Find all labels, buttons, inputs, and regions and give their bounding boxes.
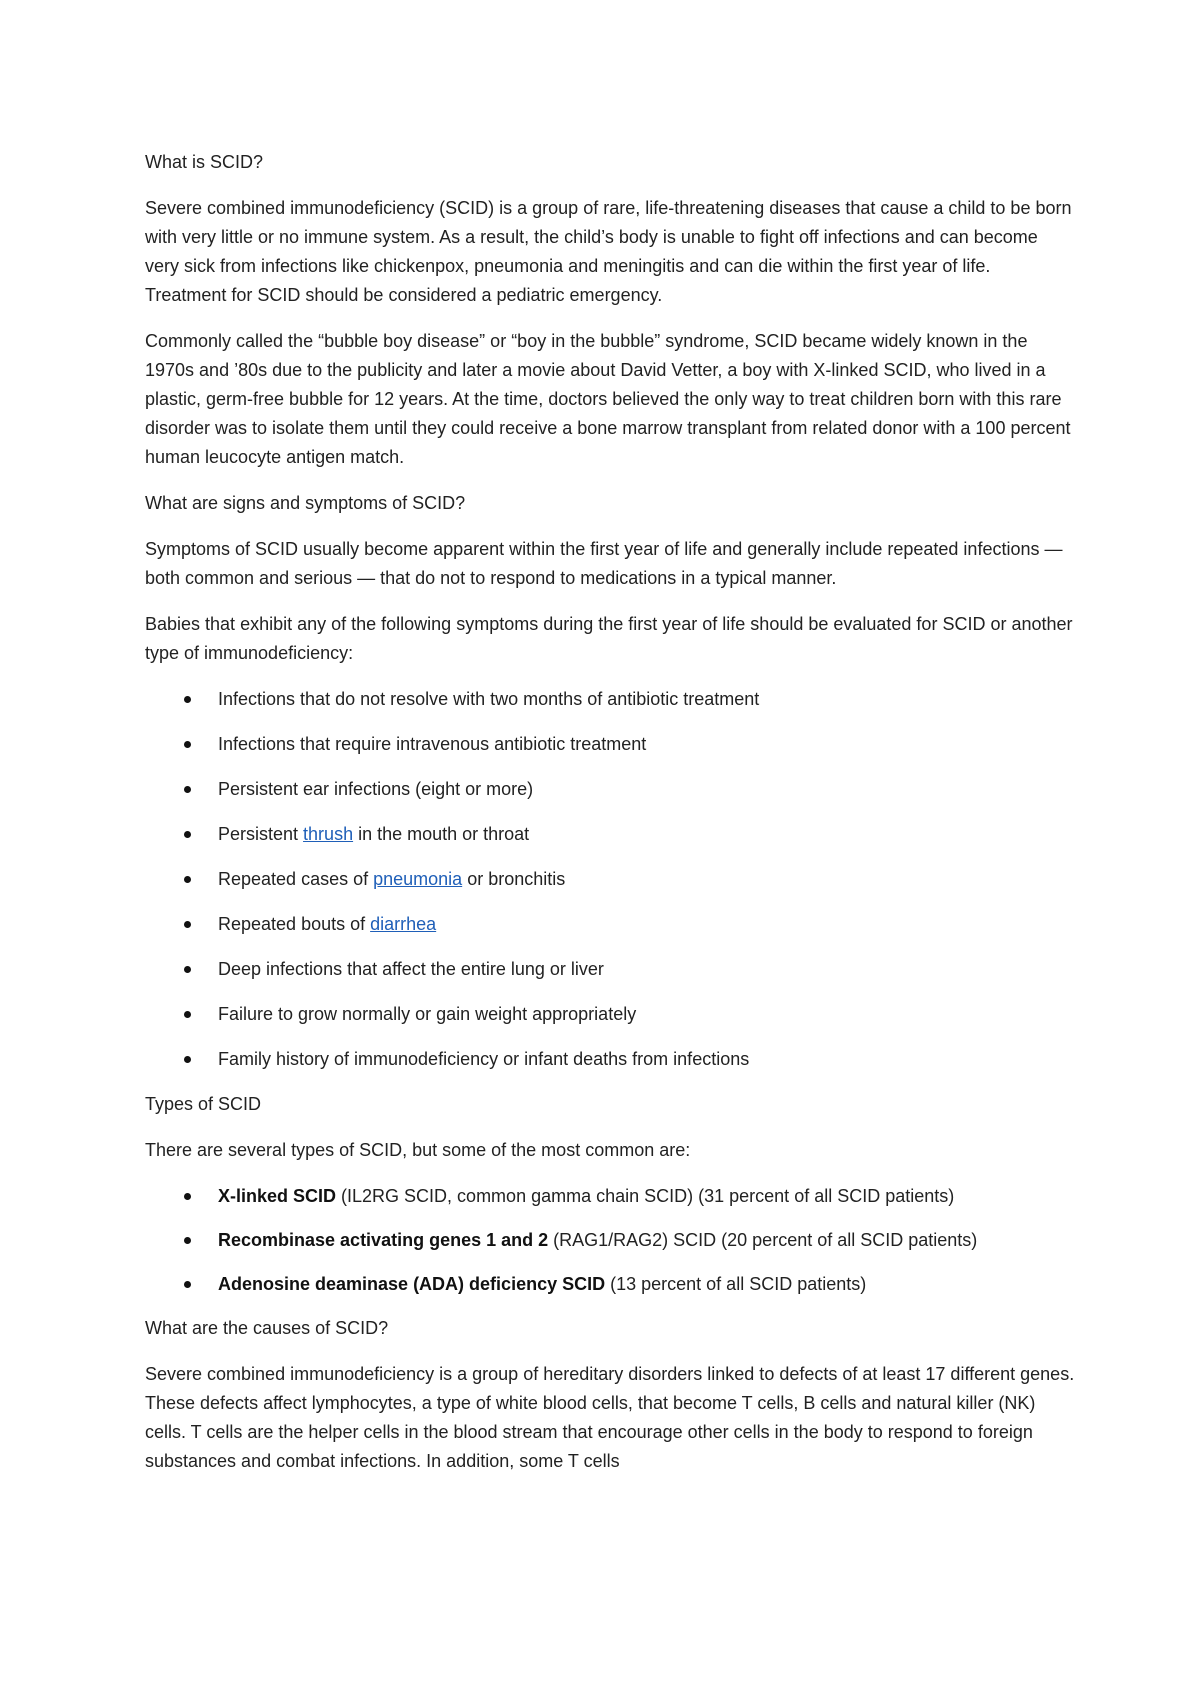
paragraph-symptoms-intro: Symptoms of SCID usually become apparent within the first year of life and generally include repeated infections — both common and serious — that do not to respond to medications in a typical manner. bbox=[145, 539, 1063, 588]
bullet-icon bbox=[184, 876, 191, 883]
bullet-icon bbox=[184, 1056, 191, 1063]
bullet-icon bbox=[184, 741, 191, 748]
list-item-text: Deep infections that affect the entire lung or liver bbox=[218, 959, 604, 979]
list-item-text: Infections that require intravenous antibiotic treatment bbox=[218, 734, 647, 754]
list-item bbox=[145, 865, 1075, 894]
list-item bbox=[145, 910, 1075, 939]
bullet-icon bbox=[184, 1237, 191, 1244]
bullet-icon bbox=[184, 1193, 191, 1200]
heading-signs-symptoms: What are signs and symptoms of SCID? bbox=[145, 493, 466, 513]
paragraph-bubble-boy: Commonly called the “bubble boy disease” or “boy in the bubble” syndrome, SCID became widely known in the 1970s and ’80s due to the publicity and later a movie about David Vetter, a boy with X-linked SCID, who lived in a plastic, germ-free bubble for 12 years. At the time, doctors believed the only way to treat children born with this rare disorder was to isolate them until they could receive a bone marrow transplant from related donor with a 100 percent human leucocyte antigen match. bbox=[145, 331, 1071, 467]
type-name: X-linked SCID bbox=[218, 1186, 337, 1206]
type-name: Recombinase activating genes 1 and 2 bbox=[218, 1230, 549, 1250]
document-body bbox=[145, 148, 1075, 1493]
type-detail: (13 percent of all SCID patients) bbox=[605, 1274, 867, 1294]
types-list bbox=[145, 1182, 1075, 1299]
heading-causes-of-scid: What are the causes of SCID? bbox=[145, 1318, 389, 1338]
bullet-icon bbox=[184, 786, 191, 793]
list-item bbox=[145, 1226, 1075, 1255]
paragraph-definition: Severe combined immunodeficiency (SCID) is a group of rare, life-threatening diseases that cause a child to be born with very little or no immune system. As a result, the child’s body is unable to fight off infections and can become very sick from infections like chickenpox, pneumonia and meningitis and can die within the first year of life. Treatment for SCID should be considered a pediatric emergency. bbox=[145, 198, 1072, 305]
heading-types-of-scid: Types of SCID bbox=[145, 1094, 262, 1114]
paragraph-causes: Severe combined immunodeficiency is a group of hereditary disorders linked to defects of at least 17 different genes. These defects affect lymphocytes, a type of white blood cells, that become T cells, B cells and natural killer (NK) cells. T cells are the helper cells in the blood stream that encourage other cells in the body to respond to foreign substances and combat infections. In addition, some T cells bbox=[145, 1364, 1075, 1471]
list-item bbox=[145, 1270, 1075, 1299]
bullet-icon bbox=[184, 966, 191, 973]
list-item-text: Repeated bouts of bbox=[218, 914, 371, 934]
list-item-text: or bronchitis bbox=[462, 869, 566, 889]
diarrhea-link[interactable]: diarrhea bbox=[370, 914, 437, 934]
bullet-icon bbox=[184, 921, 191, 928]
bullet-icon bbox=[184, 696, 191, 703]
type-detail: (IL2RG SCID, common gamma chain SCID) (31 percent of all SCID patients) bbox=[336, 1186, 955, 1206]
type-detail: (RAG1/RAG2) SCID (20 percent of all SCID patients) bbox=[548, 1230, 978, 1250]
list-item-text: Repeated cases of bbox=[218, 869, 374, 889]
bullet-icon bbox=[184, 1011, 191, 1018]
list-item bbox=[145, 955, 1075, 984]
list-item bbox=[145, 820, 1075, 849]
pneumonia-link[interactable]: pneumonia bbox=[373, 869, 463, 889]
symptom-list bbox=[145, 685, 1075, 1074]
list-item bbox=[145, 775, 1075, 804]
bullet-icon bbox=[184, 1281, 191, 1288]
list-item-text: Infections that do not resolve with two months of antibiotic treatment bbox=[218, 689, 760, 709]
paragraph-babies-evaluate: Babies that exhibit any of the following symptoms during the first year of life should be evaluated for SCID or another type of immunodeficiency: bbox=[145, 614, 1073, 663]
list-item bbox=[145, 685, 1075, 714]
paragraph-types-intro: There are several types of SCID, but some of the most common are: bbox=[145, 1140, 691, 1160]
type-name: Adenosine deaminase (ADA) deficiency SCID bbox=[218, 1274, 606, 1294]
list-item-text: Family history of immunodeficiency or infant deaths from infections bbox=[218, 1049, 750, 1069]
heading-what-is-scid: What is SCID? bbox=[145, 152, 264, 172]
list-item-text: Failure to grow normally or gain weight appropriately bbox=[218, 1004, 637, 1024]
bullet-icon bbox=[184, 831, 191, 838]
list-item-text: Persistent ear infections (eight or more) bbox=[218, 779, 534, 799]
list-item bbox=[145, 730, 1075, 759]
thrush-link[interactable]: thrush bbox=[303, 824, 354, 844]
list-item bbox=[145, 1182, 1075, 1211]
list-item-text: in the mouth or throat bbox=[353, 824, 530, 844]
list-item bbox=[145, 1000, 1075, 1029]
list-item-text: Persistent bbox=[218, 824, 304, 844]
list-item bbox=[145, 1045, 1075, 1074]
